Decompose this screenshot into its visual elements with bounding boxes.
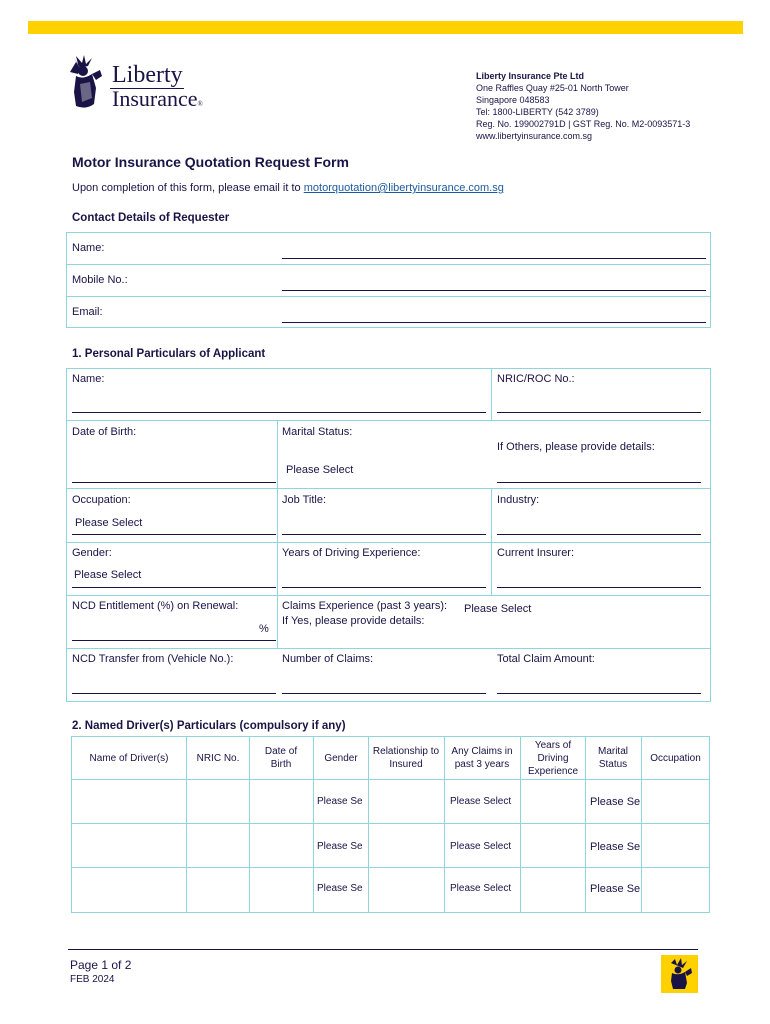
personal-heading: 1. Personal Particulars of Applicant — [72, 348, 266, 360]
col-header-claims: Any Claims in past 3 years — [451, 746, 513, 770]
ncd-transfer-field[interactable] — [72, 693, 276, 694]
driving-exp-field[interactable] — [282, 587, 486, 588]
contact-email-field[interactable] — [282, 322, 706, 323]
company-name: Liberty Insurance Pte Ltd — [476, 71, 585, 81]
total-claim-label: Total Claim Amount: — [497, 653, 595, 665]
applicant-name-field[interactable] — [72, 412, 486, 413]
claims-exp-label: Claims Experience (past 3 years): — [282, 600, 448, 612]
table-col-divider — [444, 736, 445, 913]
row-divider — [66, 595, 711, 596]
company-address2: Singapore 048583 — [476, 95, 550, 105]
col-header-nric: NRIC No. — [196, 752, 240, 764]
contact-name-field[interactable] — [282, 258, 706, 259]
col-divider — [491, 488, 492, 595]
col-header-driving-exp: Years of Driving Experience — [527, 739, 579, 777]
col-header-marital: Marital Status — [597, 746, 628, 770]
ncd-transfer-label: NCD Transfer from (Vehicle No.): — [72, 653, 234, 665]
table-row-divider — [71, 823, 710, 824]
driver2-marital-select[interactable]: Please Se — [590, 841, 640, 853]
personal-box — [66, 368, 711, 702]
col-header-gender: Gender — [324, 752, 358, 764]
company-tel: Tel: 1800-LIBERTY (542 3789) — [476, 107, 599, 117]
marital-label: Marital Status: — [282, 426, 353, 438]
insurer-field[interactable] — [497, 587, 701, 588]
page-number: Page 1 of 2 — [70, 958, 132, 972]
others-details-field[interactable] — [497, 482, 701, 483]
table-col-divider — [249, 736, 250, 913]
top-accent-bar — [28, 21, 743, 34]
insurer-label: Current Insurer: — [497, 547, 575, 559]
col-header-occupation: Occupation — [650, 752, 701, 764]
driver3-marital-select[interactable]: Please Se — [590, 883, 640, 895]
occupation-label: Occupation: — [72, 494, 131, 506]
driver2-claims-select[interactable]: Please Select — [450, 841, 512, 852]
driver3-gender-select[interactable]: Please Se — [317, 883, 363, 894]
row-divider — [66, 420, 711, 421]
row-divider — [66, 488, 711, 489]
driving-exp-label: Years of Driving Experience: — [282, 547, 421, 559]
company-website[interactable]: www.libertyinsurance.com.sg — [476, 131, 593, 141]
contact-name-label: Name: — [72, 242, 105, 254]
contact-email-label: Email: — [72, 306, 103, 318]
driver3-claims-select[interactable]: Please Select — [450, 883, 512, 894]
contact-box — [66, 232, 711, 328]
liberty-statue-logo-icon — [66, 54, 108, 112]
col-header-relationship: Relationship to Insured — [372, 746, 440, 770]
footer-date: FEB 2024 — [70, 974, 115, 985]
form-intro: Upon completion of this form, please email it to motorquotation@libertyinsurance.com.sg — [72, 182, 504, 194]
ncd-label: NCD Entitlement (%) on Renewal: — [72, 600, 239, 612]
applicant-name-label: Name: — [72, 373, 105, 385]
table-col-divider — [368, 736, 369, 913]
footer-divider — [68, 949, 698, 950]
nric-label: NRIC/ROC No.: — [497, 373, 575, 385]
form-title: Motor Insurance Quotation Request Form — [72, 154, 349, 170]
table-col-divider — [520, 736, 521, 913]
gender-field[interactable] — [72, 587, 276, 588]
claims-exp-select[interactable]: Please Select — [464, 603, 532, 615]
company-address1: One Raffles Quay #25-01 North Tower — [476, 83, 629, 93]
company-reg: Reg. No. 199002791D | GST Reg. No. M2-0093571-3 — [476, 119, 691, 129]
nric-field[interactable] — [497, 412, 701, 413]
logo-text-liberty: Liberty — [112, 62, 183, 88]
col-header-name: Name of Driver(s) — [89, 752, 169, 764]
contact-mobile-field[interactable] — [282, 290, 706, 291]
col-header-dob: Date of Birth — [264, 746, 298, 770]
table-row-divider — [71, 867, 710, 868]
industry-label: Industry: — [497, 494, 540, 506]
total-claim-field[interactable] — [497, 693, 701, 694]
num-claims-field[interactable] — [282, 693, 486, 694]
dob-label: Date of Birth: — [72, 426, 137, 438]
marital-select[interactable]: Please Select — [286, 464, 354, 476]
email-link[interactable]: motorquotation@libertyinsurance.com.sg — [303, 182, 504, 194]
jobtitle-label: Job Title: — [282, 494, 327, 506]
row-divider — [66, 542, 711, 543]
industry-field[interactable] — [497, 534, 701, 535]
occupation-select[interactable]: Please Select — [75, 517, 143, 529]
footer-logo — [661, 955, 698, 993]
gender-label: Gender: — [72, 547, 112, 559]
num-claims-label: Number of Claims: — [282, 653, 374, 665]
contact-divider — [66, 264, 711, 265]
claims-details-label: If Yes, please provide details: — [282, 615, 425, 627]
company-address-block — [476, 70, 690, 142]
driver1-gender-select[interactable]: Please Se — [317, 796, 363, 807]
table-col-divider — [585, 736, 586, 913]
row-divider — [66, 648, 711, 649]
ncd-percent-unit: % — [259, 623, 269, 635]
ncd-field[interactable] — [72, 640, 276, 641]
contact-heading: Contact Details of Requester — [72, 212, 230, 224]
gender-select[interactable]: Please Select — [74, 569, 142, 581]
table-header-divider — [71, 779, 710, 780]
jobtitle-field[interactable] — [282, 534, 486, 535]
drivers-heading: 2. Named Driver(s) Particulars (compulsory if any) — [72, 720, 346, 732]
contact-divider — [66, 296, 711, 297]
contact-mobile-label: Mobile No.: — [72, 274, 128, 286]
driver2-gender-select[interactable]: Please Se — [317, 841, 363, 852]
col-divider — [491, 368, 492, 420]
liberty-statue-small-icon — [661, 955, 698, 993]
others-details-label: If Others, please provide details: — [497, 441, 655, 453]
driver1-claims-select[interactable]: Please Select — [450, 796, 512, 807]
col-divider — [277, 420, 278, 648]
dob-field[interactable] — [72, 482, 276, 483]
logo-text-insurance: Insurance® — [112, 86, 203, 111]
driver1-marital-select[interactable]: Please Se — [590, 796, 640, 808]
occupation-field[interactable] — [72, 534, 276, 535]
